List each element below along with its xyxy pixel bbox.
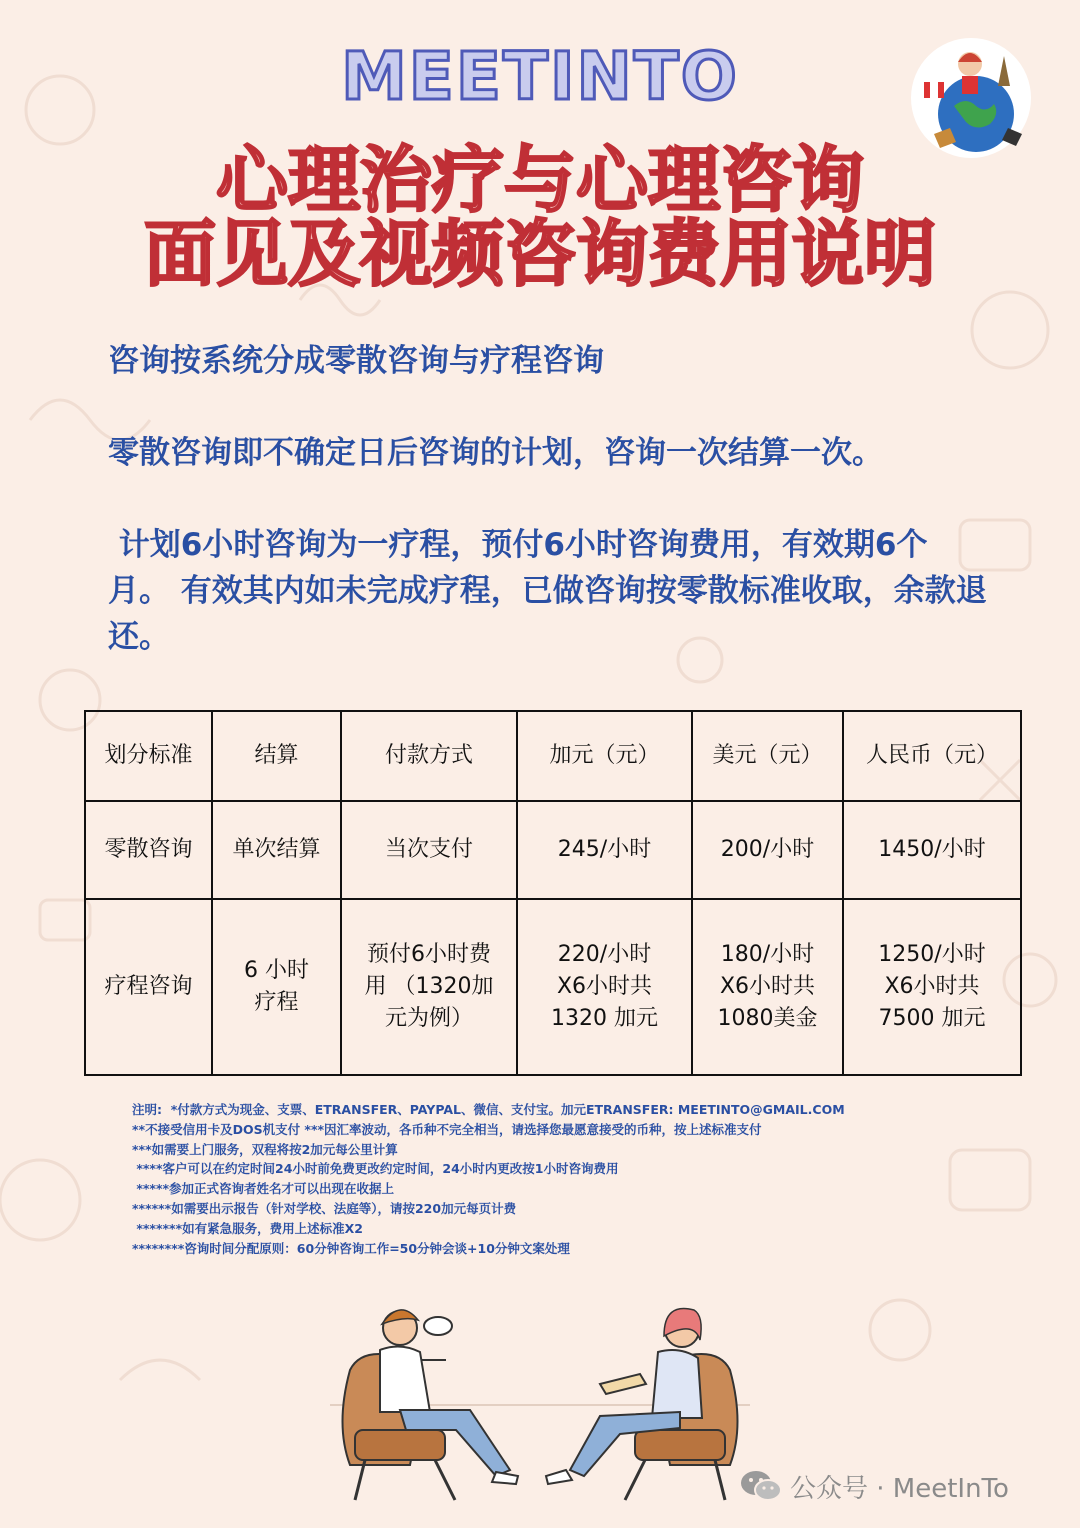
table-header-row	[85, 711, 1021, 801]
header-cell-payment: 付款方式	[341, 711, 517, 801]
single-session-paragraph: 零散咨询即不确定日后咨询的计划，咨询一次结算一次。	[108, 435, 883, 471]
table-cell: 6 小时 疗程	[212, 899, 341, 1075]
table-cell: 1250/小时 X6小时共 7500 加元	[843, 899, 1021, 1075]
table-cell: 疗程咨询	[85, 899, 212, 1075]
header-cell-settlement: 结算	[212, 711, 341, 801]
note-line: *******如有紧急服务，费用上述标准X2	[132, 1220, 363, 1236]
wechat-icon	[740, 1469, 782, 1503]
watermark	[740, 1466, 1060, 1506]
table-cell: 1450/小时	[843, 801, 1021, 899]
watermark-text: 公众号 · MeetInTo	[790, 1473, 1009, 1504]
notes-block	[132, 1100, 892, 1258]
header-cell-cad: 加元（元）	[517, 711, 692, 801]
table-cell: 245/小时	[517, 801, 692, 899]
table-cell: 当次支付	[341, 801, 517, 899]
note-line: **不接受信用卡及DOS机支付 ***因汇率波动，各币种不完全相当，请选择您最愿意接受的币种，按上述标准支付	[132, 1121, 762, 1137]
brand-logo-text: MEETINTO	[341, 38, 739, 115]
table-cell: 预付6小时费 用 （1320加 元为例）	[341, 899, 517, 1075]
intro-paragraph: 咨询按系统分成零散咨询与疗程咨询	[108, 343, 604, 379]
note-line: *****参加正式咨询者姓名才可以出现在收据上	[132, 1181, 395, 1197]
header-cell-category: 划分标准	[85, 711, 212, 801]
header-cell-usd: 美元（元）	[692, 711, 843, 801]
table-cell: 单次结算	[212, 801, 341, 899]
table-row	[85, 899, 1021, 1075]
fee-table	[84, 710, 1022, 1076]
header-cell-rmb: 人民币（元）	[843, 711, 1021, 801]
note-line: 注明: *付款方式为现金、支票、ETRANSFER、PAYPAL、微信、支付宝。加元ETRANSFER: MEETINTO@GMAIL.COM	[132, 1102, 845, 1117]
table-cell: 200/小时	[692, 801, 843, 899]
table-cell: 零散咨询	[85, 801, 212, 899]
note-line: ****客户可以在约定时间24小时前免费更改约定时间，24小时内更改按1小时咨询费用	[132, 1161, 619, 1177]
course-paragraph: 计划6小时咨询为一疗程，预付6小时咨询费用，有效期6个月。 有效其内如未完成疗程，已做咨询按零散标准收取，余款退还。	[108, 527, 987, 655]
title-line-1: 心理治疗与心理咨询	[215, 138, 864, 222]
note-line: ******如需要出示报告（针对学校、法庭等），请按220加元每页计费	[132, 1200, 517, 1216]
table-cell: 220/小时 X6小时共 1320 加元	[517, 899, 692, 1075]
title-line-2: 面见及视频咨询费用说明	[143, 212, 936, 296]
table-cell: 180/小时 X6小时共 1080美金	[692, 899, 843, 1075]
counseling-scene-illustration	[330, 1300, 750, 1510]
note-line: ***如需要上门服务，双程将按2加元每公里计算	[132, 1141, 398, 1157]
table-row	[85, 801, 1021, 899]
note-line: ********咨询时间分配原则：60分钟咨询工作=50分钟会谈+10分钟文案处理	[132, 1240, 570, 1256]
